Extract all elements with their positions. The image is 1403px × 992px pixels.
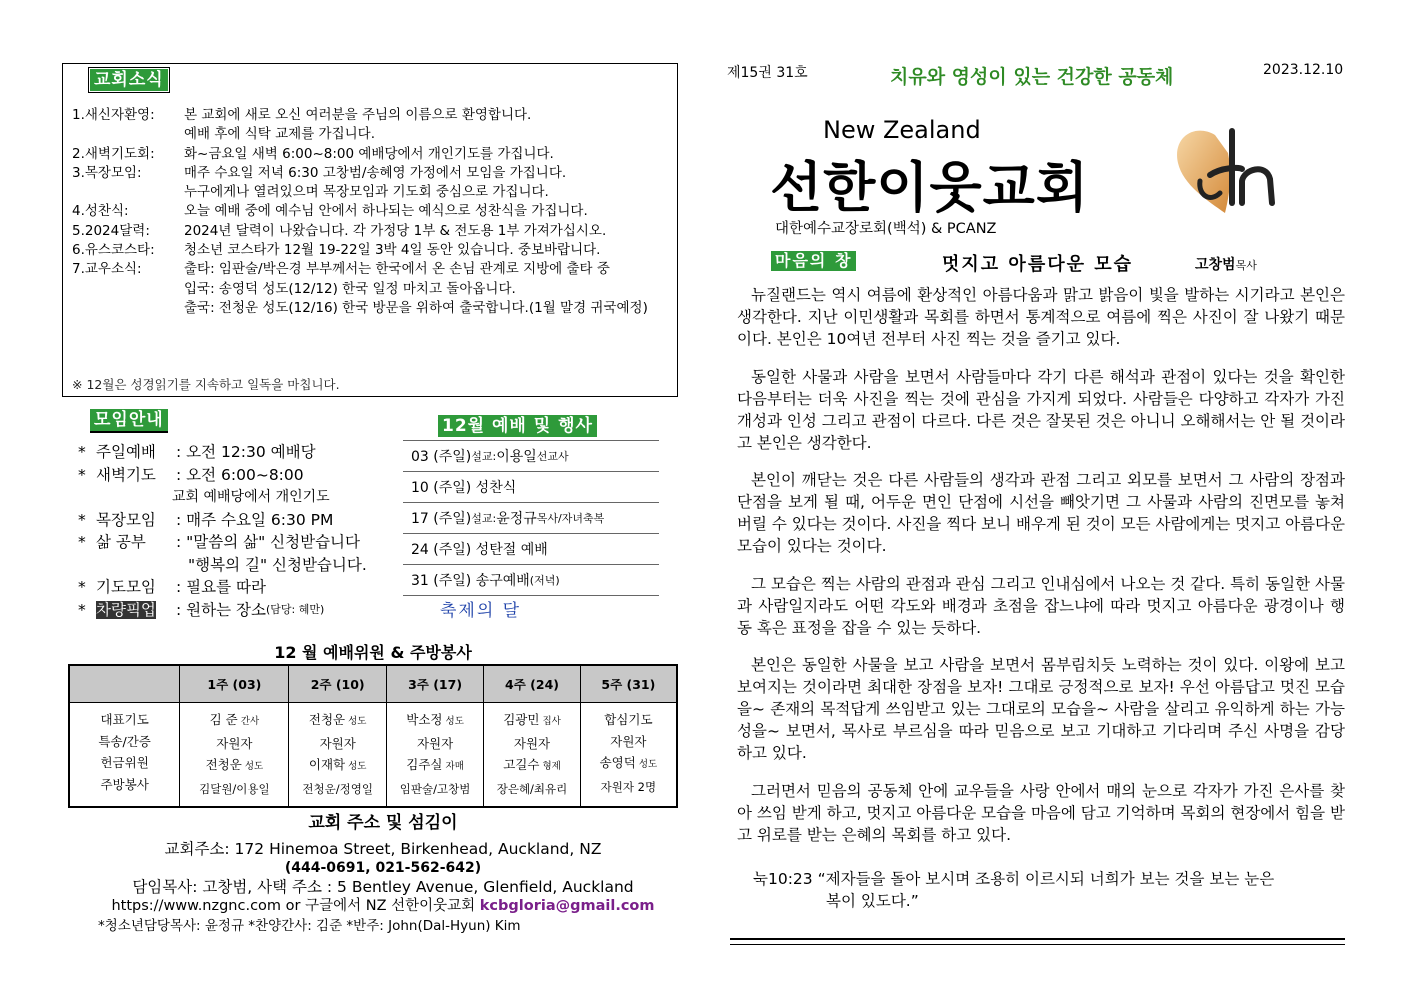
church-phone: (444-0691, 021-562-642)	[284, 860, 482, 876]
roster-roles	[69, 703, 180, 808]
news-item-label	[72, 125, 184, 144]
roster-name: 고길수	[503, 757, 540, 772]
roster-header: 3주 (17)	[386, 665, 483, 703]
essay-tag: 마음의 창	[771, 251, 856, 271]
roster-name: 김주실	[406, 757, 443, 772]
roster-name: 자원자	[610, 733, 647, 749]
roster-week	[580, 703, 677, 808]
meeting-heading	[90, 409, 168, 433]
news-item	[72, 299, 648, 318]
roster-cell	[581, 776, 676, 799]
roster-name: 자원자	[216, 735, 253, 751]
roster-name: 자원자	[416, 735, 454, 751]
essay-paragraph: 본인이 깨닫는 것은 다른 사람들의 생각과 관점 그리고 외모를 보면서 그 사람의 장점과 단점을 보게 될 때, 어두운 면인 단점에 시선을 빼앗기면 그 사물과 사람의 진면모를 놓쳐 버릴 수 있다는 것이다. 사진을 찍다 보니 배우게 된 것이 모든 사람에게는 멋지고 아름다운 모습이 있다는 것이다.	[737, 471, 1346, 555]
website-text[interactable]: https://www.nzgnc.com or 구글에서 NZ 선한이웃교회	[111, 898, 476, 914]
event-sub: 설교:	[471, 512, 497, 525]
event-row	[403, 440, 659, 471]
slogan: 치유와 영성이 있는 건강한 공동체	[890, 66, 1174, 88]
volume-number: 제15권 31호	[727, 65, 808, 81]
news-item	[72, 280, 648, 299]
roster-cell	[387, 778, 483, 801]
meeting-item-value: : 오전 6:00~8:00	[176, 465, 304, 484]
roster-header: 2주 (10)	[289, 665, 386, 703]
meeting-item	[78, 441, 367, 464]
author-name: 고창범	[1195, 257, 1236, 273]
roster-title-suffix: 성도	[635, 759, 658, 770]
meeting-item-label	[96, 599, 176, 622]
roster-cell	[387, 709, 483, 733]
festival-label: 축제의 달	[440, 601, 522, 621]
roster-cell	[289, 754, 385, 778]
roster-title-suffix: 집사	[539, 716, 561, 727]
news-item-label	[72, 183, 184, 202]
meeting-item	[78, 576, 367, 599]
roster-role: 주방봉사	[100, 776, 149, 792]
roster-week	[289, 703, 386, 808]
roster-name: 자원자	[513, 735, 551, 751]
event-main: 03 (주일)	[411, 449, 472, 465]
address-block	[68, 840, 698, 916]
meeting-item-value: : 원하는 장소	[176, 600, 266, 619]
meeting-item-label: 주일예배	[96, 443, 156, 461]
roster-table	[68, 664, 678, 808]
news-item-text: 예배 후에 식탁 교제를 가집니다.	[184, 126, 375, 143]
roster-role: 대표기도	[100, 712, 149, 727]
email-link[interactable]: kcbgloria@gmail.com	[479, 898, 655, 914]
news-item-label: 3.목장모임:	[72, 164, 142, 181]
meeting-item-value: : 오전 12:30 예배당	[176, 443, 316, 461]
event-sub: 설교:	[471, 450, 497, 463]
news-item	[72, 106, 648, 125]
roster-name: 전청운	[308, 712, 346, 727]
roster-role: 헌금위원	[100, 755, 149, 770]
roster-name: 송영덕	[599, 755, 636, 770]
news-item	[72, 125, 648, 144]
roster-cell	[484, 754, 579, 778]
essay-paragraph: 동일한 사물과 사람을 보면서 사람들마다 각기 다른 해석과 관점이 있다는 것을 확인한 다음부터는 더욱 사진을 찍는 것에 관심을 가지게 되었다. 사람들은 다양하고 각자가 가진 개성과 인성 그리고 관점이 다르다. 다른 것은 잘못된 것은 아니니 오해해서는 안 될 것이라고 본인은 생각한다.	[737, 367, 1346, 452]
scripture-verse	[753, 868, 1274, 912]
roster-cell	[289, 709, 385, 733]
church-logo-icon	[1170, 123, 1290, 223]
news-item-text: 2024년 달력이 나왔습니다. 각 가정당 1부 & 전도용 1부 가져가십시오.	[184, 222, 607, 239]
issue-date: 2023.12.10	[1263, 62, 1344, 78]
roster-title-suffix: 간사	[237, 716, 260, 727]
roster-cell	[180, 754, 288, 778]
news-item-label: 4.성찬식:	[72, 203, 129, 220]
news-item-text: 청소년 코스타가 12월 19-22일 3박 4일 동안 있습니다. 중보바랍니다.	[184, 242, 601, 259]
roster-title-suffix: 성도	[345, 761, 367, 772]
meeting-list	[78, 441, 367, 621]
denomination: 대한예수교장로회(백석) & PCANZ	[775, 221, 997, 237]
credits: *청소년담당목사: 윤정규 *찬양간사: 김준 *반주: John(Dal-Hyun) Kim	[98, 918, 521, 934]
roster-cell	[289, 778, 385, 801]
roster-name: 전청운/정영일	[302, 781, 373, 796]
events-list	[403, 440, 659, 596]
roster-cell	[484, 733, 579, 755]
meeting-item-label: 목장모임	[96, 510, 156, 529]
news-item-label: 2.새벽기도회:	[72, 145, 155, 162]
events-heading-label: 12월 예배 및 행사	[438, 415, 597, 437]
meeting-item-label-text: 차량픽업	[96, 600, 156, 619]
event-row	[403, 533, 659, 564]
event-row	[403, 471, 659, 502]
news-item-label: 7.교우소식:	[72, 261, 142, 278]
news-heading-label: 교회소식	[90, 69, 168, 91]
roster-title-suffix: 성도	[442, 716, 464, 727]
essay-title: 멋지고 아름다운 모습	[942, 254, 1134, 275]
roster-name: 이재학	[308, 757, 346, 772]
meeting-item-extra: "행복의 길" 신청받습니다.	[188, 555, 367, 574]
meeting-item-note: (담당: 혜만)	[265, 602, 325, 616]
event-main: 10 (주일) 성찬식	[411, 480, 517, 496]
bullet-icon: *	[78, 443, 86, 461]
roster-cell	[180, 709, 288, 733]
country-label: New Zealand	[823, 116, 981, 144]
news-item-label	[72, 280, 184, 299]
meeting-heading-label: 모임안내	[90, 409, 168, 433]
roster-cell	[387, 754, 483, 778]
roster-name: 자원자	[319, 735, 356, 751]
news-item-text: 화~금요일 새벽 6:00~8:00 예배당에서 개인기도를 가집니다.	[184, 145, 554, 162]
news-item-label: 5.2024달력:	[72, 222, 150, 239]
roster-cell	[387, 733, 483, 755]
roster-cell	[180, 733, 288, 755]
address-title: 교회 주소 및 섬김이	[308, 813, 458, 833]
meeting-item	[78, 599, 367, 622]
event-role: 목사/자녀축복	[536, 512, 605, 525]
essay-body	[737, 284, 1345, 861]
news-item	[72, 145, 648, 164]
roster-week	[180, 703, 289, 808]
meeting-item-value: : "말씀의 삶" 신청받습니다	[176, 533, 360, 551]
bullet-icon: *	[78, 533, 86, 551]
bullet-icon: *	[78, 510, 86, 529]
event-name: 이용일	[496, 449, 537, 465]
roster-cell	[581, 731, 676, 753]
roster-name: 합심기도	[604, 712, 653, 727]
news-item	[72, 241, 648, 260]
bullet-icon: *	[78, 600, 86, 619]
event-name: 윤정규	[496, 511, 537, 527]
meeting-item-label: 삶 공부	[96, 533, 146, 551]
roster-title-suffix: 자매	[442, 761, 464, 772]
roster-cell	[180, 778, 288, 801]
roster-title-suffix: 성도	[345, 716, 367, 727]
meeting-item-label: 기도모임	[96, 578, 156, 596]
roster-title-suffix: 형제	[539, 761, 561, 772]
event-row	[403, 502, 659, 533]
event-role: (저녁)	[529, 574, 560, 587]
verse-line-1: 눅10:23 “제자들을 돌아 보시며 조용히 이르시되 너희가 보는 것을 보는 눈은	[753, 870, 1275, 888]
roster-cell	[581, 752, 676, 776]
roster-cell	[484, 709, 579, 733]
roster-header	[69, 665, 180, 703]
news-item	[72, 260, 648, 279]
roster-header: 4주 (24)	[484, 665, 580, 703]
roster-name: 장은혜/최유리	[496, 781, 568, 796]
roster-name: 임판술/고창범	[399, 781, 471, 796]
roster-cell	[581, 709, 676, 731]
church-address: 교회주소: 172 Hinemoa Street, Birkenhead, Auckland, NZ	[164, 840, 602, 858]
roster-name: 김달원/이용일	[199, 781, 270, 796]
event-main: 31 (주일) 송구예배	[411, 573, 530, 589]
meeting-item-label: 새벽기도	[96, 465, 156, 484]
roster-header: 5주 (31)	[580, 665, 677, 703]
meeting-item-value: : 매주 수요일 6:30 PM	[176, 510, 334, 529]
news-heading	[88, 67, 170, 93]
roster-cell	[484, 778, 579, 801]
event-main: 24 (주일) 성탄절 예배	[411, 542, 548, 558]
news-item-text: 오늘 예배 중에 예수님 안에서 하나되는 예식으로 성찬식을 가집니다.	[184, 203, 588, 220]
news-item-text: 출타: 임판술/박은경 부부께서는 한국에서 온 손님 관계로 지방에 출타 중	[184, 261, 610, 278]
meeting-item	[78, 509, 367, 532]
church-name: 선한이웃교회	[770, 156, 1089, 219]
footer-double-rule	[730, 938, 1345, 945]
news-item-text: 본 교회에 새로 오신 여러분을 주님의 이름으로 환영합니다.	[184, 107, 532, 123]
roster-name: 김광민	[503, 712, 540, 727]
news-item-text: 출국: 전청운 성도(12/16) 한국 방문을 위하여 출국합니다.(1월 말경 귀국예정)	[184, 299, 648, 316]
meeting-item-extra: 교회 예배당에서 개인기도	[172, 489, 330, 505]
bullet-icon: *	[78, 578, 86, 596]
roster-week	[484, 703, 580, 808]
news-item-text: 누구에게나 열려있으며 목장모임과 기도회 중심으로 가집니다.	[184, 184, 549, 201]
event-main: 17 (주일)	[411, 511, 472, 527]
roster-name: 김 준	[209, 712, 238, 727]
news-item	[72, 202, 648, 221]
news-list	[72, 106, 648, 318]
meeting-item	[78, 531, 367, 554]
news-item-label: 1.새신자환영:	[72, 107, 155, 123]
meeting-item	[78, 464, 367, 487]
verse-line-2: 복이 있도다.”	[826, 892, 919, 910]
roster-title-suffix: 성도	[241, 761, 264, 772]
news-item-label: 6.유스코스타:	[72, 242, 155, 259]
event-role: 선교사	[536, 450, 569, 463]
events-heading	[438, 415, 597, 437]
meeting-item-value: : 필요를 따라	[176, 578, 266, 596]
news-item	[72, 183, 648, 202]
roster-name: 전청운	[205, 757, 242, 772]
roster-name: 박소정	[406, 712, 443, 727]
news-item-text: 매주 수요일 저녁 6:30 고창범/송혜영 가정에서 모임을 가집니다.	[184, 164, 567, 181]
event-row	[403, 564, 659, 596]
roster-role: 특송/간증	[98, 733, 151, 749]
news-item	[72, 164, 648, 183]
news-item-text: 입국: 송영덕 성도(12/12) 한국 일정 마치고 돌아옵니다.	[184, 280, 516, 297]
essay-paragraph: 본인은 동일한 사물을 보고 사람을 보면서 몸부림치듯 노력하는 것이 있다. 이왕에 보고 보여지는 것이라면 최대한 장점을 보자! 그대로 긍정적으로 보자! 우선 아름답고 멋진 모습을~ 존재의 목적답게 쓰임받고 있는 그대로의 모습을~ 사람을 살리고 유익하게 하는 가능성을~ 보면서, 목사로 부르심을 따라 믿음으로 보고 기대하고 기다리며 주신 사명을 감당하고 있다.	[737, 656, 1345, 762]
bullet-icon: *	[78, 465, 86, 484]
essay-paragraph: 뉴질랜드는 역시 여름에 환상적인 아름다움과 맑고 밝음이 빛을 발하는 시기라고 본인은 생각한다. 지난 이민생활과 목회를 하면서 통계적으로 여름에 찍은 사진이 잘 나왔기 때문이다. 본인은 10여년 전부터 사진 찍는 것을 즐기고 있다.	[737, 286, 1345, 348]
news-note: ※ 12월은 성경읽기를 지속하고 일독을 마칩니다.	[72, 377, 340, 392]
pastor-address: 담임목사: 고창범, 사택 주소 : 5 Bentley Avenue, Glenfield, Auckland	[132, 878, 634, 896]
essay-paragraph: 그러면서 믿음의 공동체 안에 교우들을 사랑 안에서 매의 눈으로 각자가 가진 은사를 찾아 쓰임 받게 하고, 멋지고 아름다운 모습을 마음에 담고 기억하며 목회의 현장에서 힘을 받고 위로를 받는 은혜의 목회를 하고 있다.	[737, 781, 1346, 844]
roster-header: 1주 (03)	[180, 665, 289, 703]
roster-cell	[289, 733, 385, 755]
author-title: 목사	[1235, 259, 1257, 272]
news-item	[72, 222, 648, 241]
essay-author	[1195, 254, 1257, 274]
roster-name: 자원자 2명	[600, 779, 657, 794]
roster-week	[386, 703, 483, 808]
roster-title: 12 월 예배위원 & 주방봉사	[274, 643, 472, 662]
essay-paragraph: 그 모습은 찍는 사람의 관점과 관심 그리고 인내심에서 나오는 것 같다. 특히 동일한 사물과 사람일지라도 어떤 각도와 배경과 초점을 잡느냐에 따라 멋지고 아름다운 광경이나 행동 혹은 표정을 잡을 수 있는 듯하다.	[737, 574, 1345, 637]
news-item-label	[72, 299, 184, 318]
